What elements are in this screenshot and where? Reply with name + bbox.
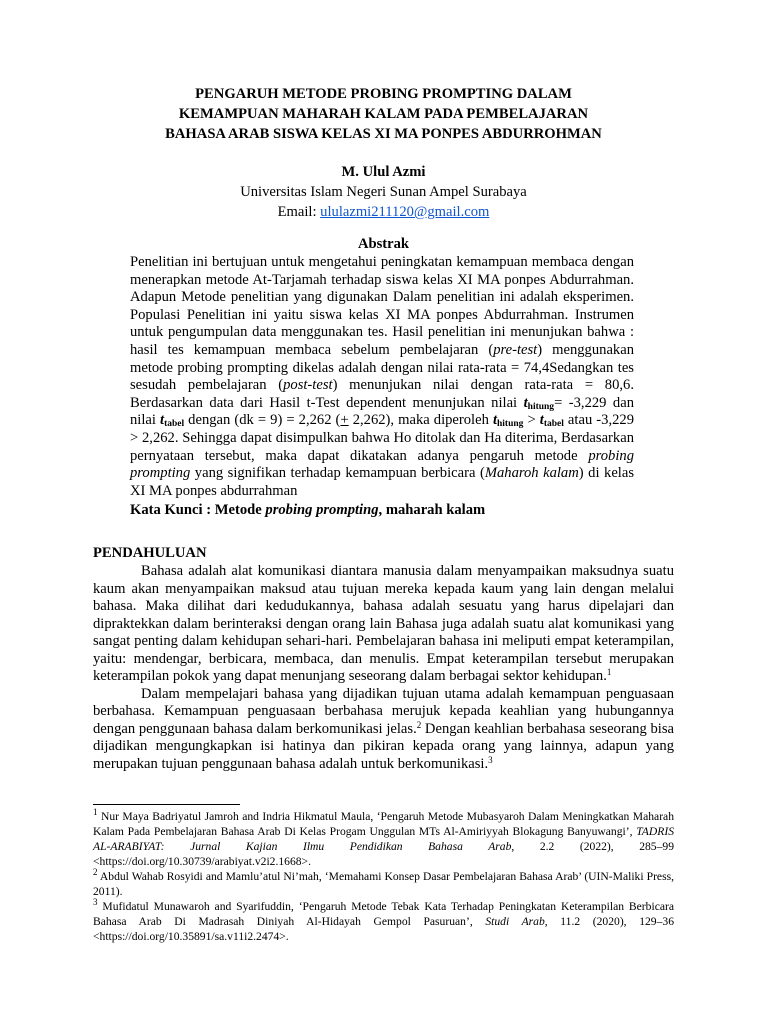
- section-heading: PENDAHULUAN: [93, 545, 207, 562]
- paragraph-text: Bahasa adalah alat komunikasi diantara manusia dalam menyampaikan maksudnya suatu kaum akan menyampaikan maksud atau tujuan mereka kepada kaum yang lain dengan melalui bahasa. Maka dilihat dari kedudukannya, bahasa adalah sesuatu yang harus dipelajari dan dipraktekkan dalam berinteraksi dengan orang lain Bahasa juga adalah suatu alat komunikasi yang sangat penting dalam kehidupan sehari-hari. Pembelajaran bahasa ini meliputi empat keterampilan, yaitu: mendengar, berbicara, membaca, dan menulis. Empat keterampilan tersebut merupakan keterampilan pokok yang dapat menunjang seseorang dalam berbagai sektor kehidupan.: [93, 563, 674, 685]
- abstract-italic-maharoh: Maharoh kalam: [484, 465, 579, 482]
- abstract-text: dengan (dk = 9) = 2,262 (: [184, 412, 341, 429]
- abstract-text: ) di kelas XI MA ponpes abdurrahman: [130, 465, 635, 499]
- footnotes: [93, 809, 674, 944]
- abstract-heading: Abstrak: [357, 236, 410, 252]
- abstract-text: yang signifikan terhadap kemampuan berbicara (: [190, 465, 485, 482]
- title-line-1: PENGARUH METODE PROBING PROMPTING DALAM: [195, 86, 572, 102]
- abstract-text: ) menunjukan nilai dengan rata-rata = 80,6. Berdasarkan data dari Hasil t-Test dependent menunjukan nilai: [130, 377, 634, 411]
- footnote-ref-1[interactable]: 1: [606, 667, 612, 678]
- keywords-italic: probing prompting: [265, 502, 379, 519]
- paper-title: [93, 84, 674, 144]
- abstract-text: = -3,229 dan nilai: [130, 394, 635, 429]
- paragraph-text: Dengan keahlian berbahasa seseorang bisa dijadikan mengungkapkan isi hatinya dan pikiran kepada orang yang lainnya, adapun yang merupakan tujuan penggunaan bahasa adalah untuk berkomunikasi.: [93, 720, 674, 772]
- footnote-ref-2[interactable]: 2: [416, 719, 422, 730]
- keywords-label: Kata Kunci : Metode: [130, 502, 266, 519]
- email-link[interactable]: ululazmi211120@gmail.com: [320, 204, 490, 220]
- footnote-ref-3[interactable]: 3: [488, 754, 493, 765]
- footnote-journal: TADRIS AL-ARABIYAT: Jurnal Kajian Ilmu Pendidikan Bahasa Arab: [93, 825, 674, 853]
- footnote-text: , 2.2 (2022), 285–99 <https://doi.org/10.30739/arabiyat.v2i2.1668>.: [93, 840, 674, 868]
- footnote-2: [93, 869, 674, 899]
- footnote-text: , 11.2 (2020), 129–36 <https://doi.org/10.35891/sa.v11i2.2474>.: [93, 915, 674, 943]
- paragraph-text: Dalam mempelajari bahasa yang dijadikan tujuan utama adalah kemampuan penguasaan berbahasa. Kemampuan penguasaan berbahasa merujuk kepada keahlian yang hubungannya dengan penggunaan bahasa dalam berkomunikasi jelas.: [93, 685, 674, 737]
- subscript-tabel: tabel: [164, 419, 185, 430]
- abstract-text: ) menggunakan metode probing prompting dikelas adalah dengan nilai rata-rata = 74,4Sedangkan tes sesudah pembelajaran (: [130, 341, 634, 394]
- footnote-text: Nur Maya Badriyatul Jamroh and Indria Hikmatul Maula, ‘Pengaruh Metode Mubasyaroh Dalam Meningkatkan Maharah Kalam Pada Pembelajaran Bahasa Arab Di Kelas Progam Unggulan MTs Al-Amiriyyah Blokagung Banyuwangi’,: [93, 810, 674, 838]
- keywords-rest: , maharah kalam: [378, 502, 486, 519]
- affiliation: Universitas Islam Negeri Sunan Ampel Surabaya: [240, 184, 527, 200]
- footnote-1: [93, 809, 674, 869]
- email-label: Email:: [277, 204, 321, 220]
- intro-paragraph-2: [93, 686, 674, 774]
- abstract-italic-probing: probing prompting: [130, 447, 634, 482]
- plus-minus-sign: +: [340, 412, 349, 429]
- footnote-journal: Studi Arab: [485, 915, 545, 928]
- abstract-italic-pretest: pre-test: [493, 341, 538, 358]
- keywords: [130, 501, 634, 519]
- t-symbol: t: [160, 412, 165, 429]
- footnote-3: [93, 899, 674, 944]
- subscript-tabel: tabel: [543, 419, 564, 430]
- abstract-body: [130, 254, 634, 500]
- abstract-text: atau -3,229 > 2,262. Sehingga dapat disimpulkan bahwa Ho ditolak dan Ha diterima, Berdasarkan pernyataan tersebut, maka dapat dikatakan adanya pengaruh metode: [130, 412, 634, 464]
- title-line-3: BAHASA ARAB SISWA KELAS XI MA PONPES ABDURROHMAN: [165, 126, 602, 142]
- footnote-text: Mufidatul Munawaroh and Syarifuddin, ‘Pengaruh Metode Tebak Kata Terhadap Peningkatan Keterampilan Berbicara Bahasa Arab Di Madrasah Diniyah Al-Hidayah Gempol Pasuruan’,: [93, 900, 674, 928]
- t-symbol: t: [523, 394, 528, 411]
- author-name: M. Ulul Azmi: [341, 164, 426, 180]
- intro-paragraph-1: [93, 563, 674, 686]
- email-line: [93, 202, 674, 222]
- t-symbol: t: [539, 412, 544, 429]
- t-symbol: t: [492, 412, 497, 429]
- abstract-text: >: [523, 412, 540, 429]
- footnote-text: Abdul Wahab Rosyidi and Mamlu’atul Ni’mah, ‘Memahami Konsep Dasar Pembelajaran Bahasa Arab’ (UIN-Maliki Press, 2011).: [93, 870, 674, 898]
- footnote-number: 2: [93, 867, 98, 877]
- abstract-text: Penelitian ini bertujuan untuk mengetahui peningkatan kemampuan membaca dengan menerapkan metode At-Tarjamah terhadap siswa kelas XI MA ponpes Abdurrahman. Adapun Metode penelitian yang digunakan Dalam penelitian ini adalah eksperimen. Populasi Penelitian ini yaitu siswa kelas XI MA ponpes Abdurrahman. Instrumen untuk pengumpulan data menggunakan tes. Hasil penelitian ini menunjukan bahwa : hasil tes kemampuan membaca sebelum pembelajaran (: [130, 254, 634, 358]
- footnote-number: 1: [93, 807, 98, 817]
- abstract-text: 2,262), maka diperoleh: [348, 412, 493, 429]
- footnote-number: 3: [93, 897, 98, 907]
- title-line-2: KEMAMPUAN MAHARAH KALAM PADA PEMBELAJARAN: [178, 106, 589, 122]
- abstract-italic-posttest: post-test: [283, 377, 333, 394]
- footnote-separator: [93, 804, 240, 805]
- subscript-hitung: hitung: [527, 401, 555, 412]
- subscript-hitung: hitung: [497, 419, 524, 430]
- paper-page: [93, 84, 674, 773]
